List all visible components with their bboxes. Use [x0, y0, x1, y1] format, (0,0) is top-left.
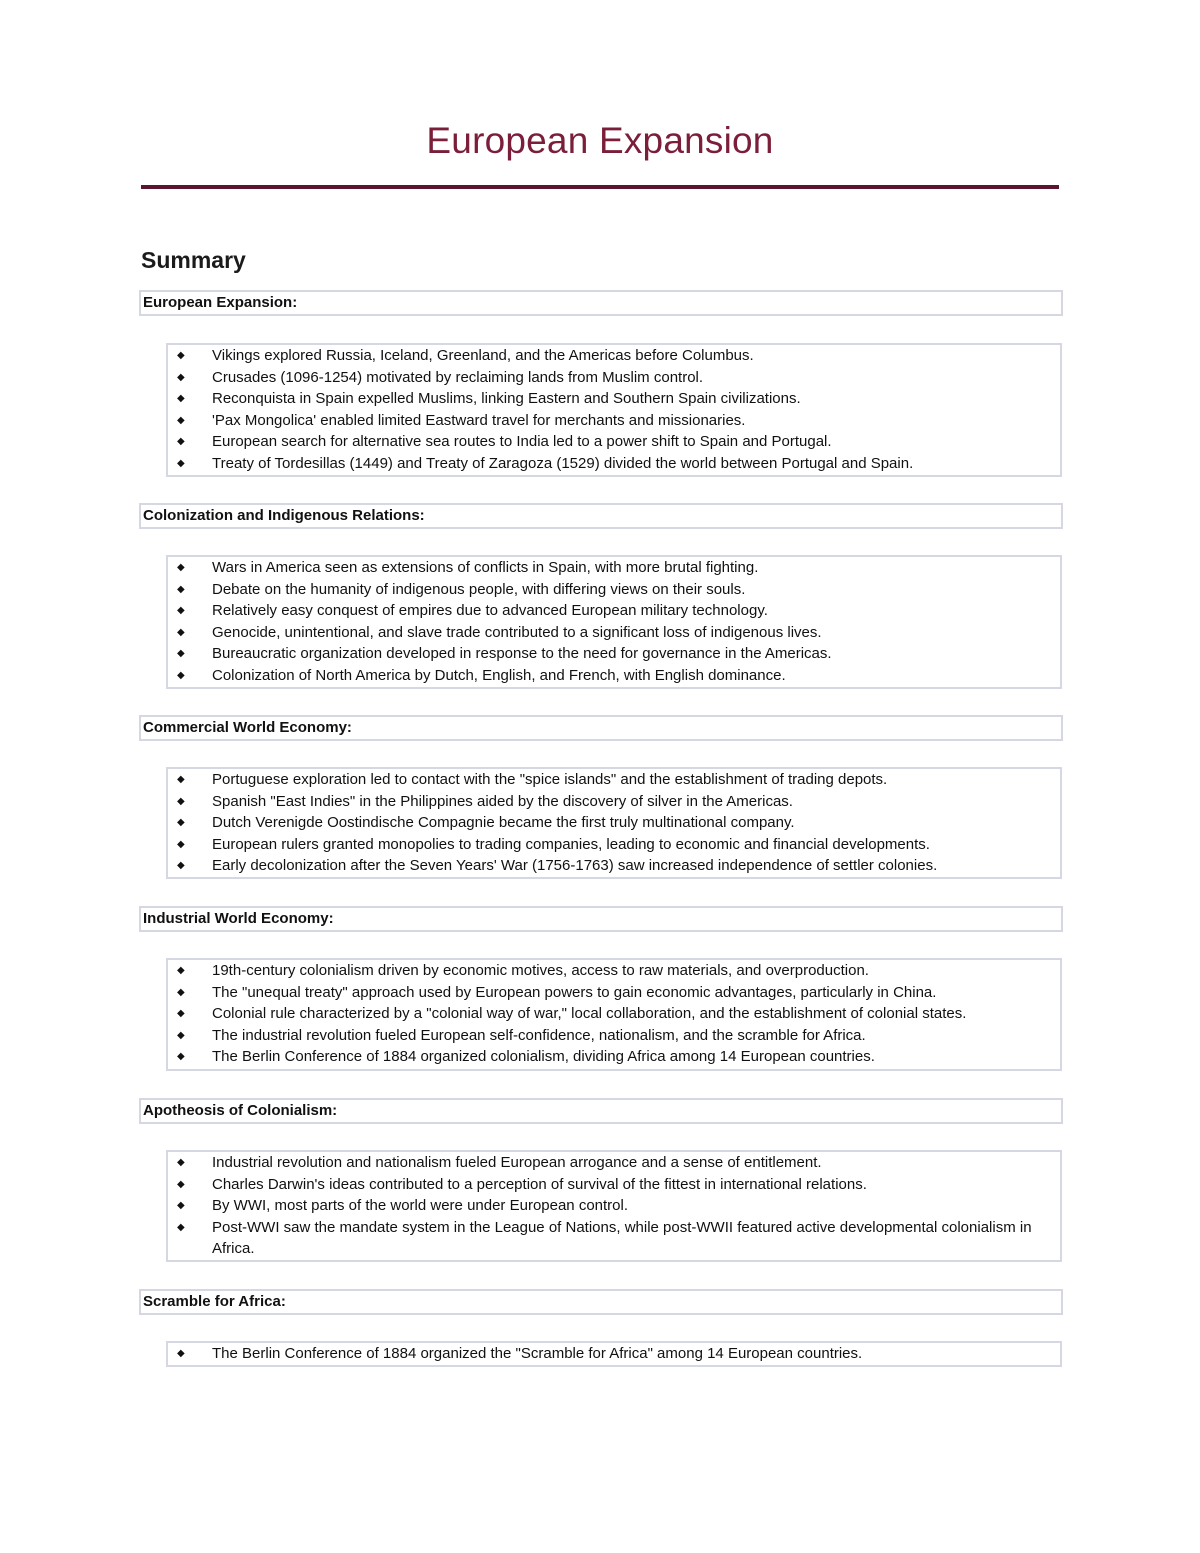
bullet-icon: ◆ [177, 583, 185, 595]
list-item [168, 769, 1060, 791]
list-item-text: Colonial rule characterized by a "colonial way of war," local collaboration, and the establishment of colonial states. [212, 1005, 967, 1023]
list-item-text: Post-WWI saw the mandate system in the League of Nations, while post-WWII featured active developmental colonialism in Africa. [212, 1218, 1032, 1258]
list-item [168, 1046, 1060, 1068]
section-heading: Industrial World Economy: [139, 906, 1063, 932]
bullet-icon: ◆ [177, 1200, 185, 1212]
list-item [168, 1025, 1060, 1047]
list-item-text: Genocide, unintentional, and slave trade contributed to a significant loss of indigenous lives. [212, 623, 822, 641]
list-item [168, 834, 1060, 856]
bullet-icon: ◆ [177, 457, 185, 469]
bullet-icon: ◆ [177, 350, 185, 361]
list-item [168, 960, 1060, 982]
section-bullet-list [166, 1150, 1062, 1262]
list-item [168, 812, 1060, 834]
bullet-icon: ◆ [177, 414, 185, 426]
list-item [168, 791, 1060, 813]
list-item-text: The Berlin Conference of 1884 organized colonialism, dividing Africa among 14 European countries. [212, 1048, 875, 1066]
list-item [168, 579, 1060, 601]
bullet-icon: ◆ [177, 371, 185, 383]
bullet-icon: ◆ [177, 1157, 185, 1168]
section-heading: European Expansion: [139, 290, 1063, 316]
section-bullet-list [166, 343, 1062, 477]
list-item-text: Charles Darwin's ideas contributed to a perception of survival of the fittest in international relations. [212, 1175, 867, 1193]
list-item-text: Reconquista in Spain expelled Muslims, linking Eastern and Southern Spain civilizations. [212, 390, 801, 408]
bullet-icon: ◆ [177, 838, 185, 850]
bullet-icon: ◆ [177, 774, 185, 785]
list-item-text: Colonization of North America by Dutch, English, and French, with English dominance. [212, 666, 786, 684]
list-item-text: By WWI, most parts of the world were under European control. [212, 1197, 629, 1215]
bullet-icon: ◆ [177, 669, 185, 681]
list-item [168, 1152, 1060, 1174]
bullet-icon: ◆ [177, 436, 185, 448]
section-bullet-list [166, 555, 1062, 689]
section-bullet-list [166, 767, 1062, 879]
bullet-icon: ◆ [177, 626, 185, 638]
list-item [168, 855, 1060, 877]
list-item [168, 388, 1060, 410]
bullet-icon: ◆ [177, 860, 185, 872]
list-item-text: Crusades (1096-1254) motivated by reclaiming lands from Muslim control. [212, 368, 704, 386]
list-item [168, 453, 1060, 475]
bullet-icon: ◆ [177, 1221, 185, 1233]
summary-heading: Summary [141, 247, 246, 273]
list-item-text: Industrial revolution and nationalism fueled European arrogance and a sense of entitlement. [212, 1154, 822, 1171]
list-item-text: Bureaucratic organization developed in response to the need for governance in the Americas. [212, 645, 832, 663]
list-item [168, 665, 1060, 687]
list-item [168, 600, 1060, 622]
section-bullet-list [166, 1341, 1062, 1367]
list-item [168, 1343, 1060, 1365]
bullet-icon: ◆ [177, 393, 185, 405]
list-item-text: European search for alternative sea routes to India led to a power shift to Spain and Portugal. [212, 433, 832, 451]
section-heading: Commercial World Economy: [139, 715, 1063, 741]
bullet-icon: ◆ [177, 1178, 185, 1190]
bullet-icon: ◆ [177, 562, 185, 573]
title-divider [141, 185, 1059, 189]
bullet-icon: ◆ [177, 1348, 185, 1359]
list-item [168, 643, 1060, 665]
list-item-text: Debate on the humanity of indigenous people, with differing views on their souls. [212, 580, 746, 598]
list-item-text: 'Pax Mongolica' enabled limited Eastward travel for merchants and missionaries. [212, 411, 746, 429]
list-item [168, 345, 1060, 367]
list-item-text: The industrial revolution fueled European self-confidence, nationalism, and the scramble for Africa. [212, 1026, 866, 1044]
bullet-icon: ◆ [177, 795, 185, 807]
bullet-icon: ◆ [177, 1008, 185, 1020]
list-item [168, 410, 1060, 432]
list-item-text: Early decolonization after the Seven Years' War (1756-1763) saw increased independence of settler colonies. [212, 857, 938, 875]
section-heading: Apotheosis of Colonialism: [139, 1098, 1063, 1124]
bullet-icon: ◆ [177, 965, 185, 976]
list-item [168, 367, 1060, 389]
bullet-icon: ◆ [177, 605, 185, 617]
list-item-text: 19th-century colonialism driven by economic motives, access to raw materials, and overproduction. [212, 962, 869, 979]
list-item [168, 982, 1060, 1004]
list-item-text: Dutch Verenigde Oostindische Compagnie became the first truly multinational company. [212, 814, 795, 832]
list-item [168, 431, 1060, 453]
bullet-icon: ◆ [177, 1029, 185, 1041]
list-item-text: Wars in America seen as extensions of conflicts in Spain, with more brutal fighting. [212, 559, 759, 576]
bullet-icon: ◆ [177, 986, 185, 998]
list-item-text: Vikings explored Russia, Iceland, Greenland, and the Americas before Columbus. [212, 347, 754, 364]
list-item [168, 1003, 1060, 1025]
list-item [168, 622, 1060, 644]
bullet-icon: ◆ [177, 817, 185, 829]
bullet-icon: ◆ [177, 1051, 185, 1063]
page-title: European Expansion [426, 120, 774, 161]
list-item [168, 557, 1060, 579]
list-item-text: Relatively easy conquest of empires due to advanced European military technology. [212, 602, 768, 620]
section-bullet-list [166, 958, 1062, 1071]
section-heading: Colonization and Indigenous Relations: [139, 503, 1063, 529]
list-item [168, 1174, 1060, 1196]
list-item-text: Portuguese exploration led to contact with the "spice islands" and the establishment of trading depots. [212, 771, 888, 788]
list-item-text: Spanish "East Indies" in the Philippines aided by the discovery of silver in the Americas. [212, 792, 793, 810]
list-item [168, 1195, 1060, 1217]
list-item-text: European rulers granted monopolies to trading companies, leading to economic and financial developments. [212, 835, 930, 853]
bullet-icon: ◆ [177, 648, 185, 660]
list-item-text: Treaty of Tordesillas (1449) and Treaty of Zaragoza (1529) divided the world between Portugal and Spain. [212, 454, 914, 472]
section-heading: Scramble for Africa: [139, 1289, 1063, 1315]
list-item [168, 1217, 1060, 1260]
list-item-text: The Berlin Conference of 1884 organized the "Scramble for Africa" among 14 European countries. [212, 1345, 863, 1362]
list-item-text: The "unequal treaty" approach used by European powers to gain economic advantages, particularly in China. [212, 983, 937, 1001]
